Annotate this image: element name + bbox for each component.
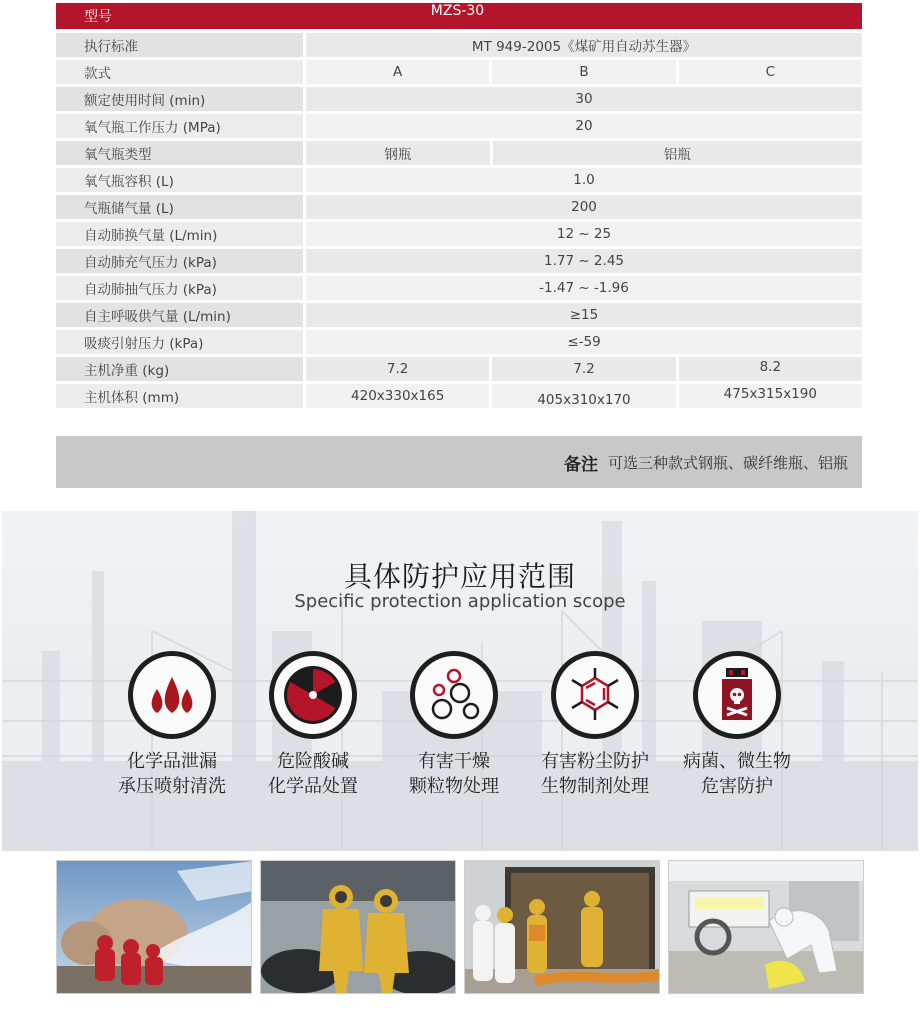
radiation-icon — [269, 651, 357, 739]
molecule-icon — [551, 651, 639, 739]
row-label: 氧气瓶工作压力 (MPa) — [56, 114, 303, 138]
poison-bottle-icon — [693, 651, 781, 739]
model-label: 型号 — [84, 9, 112, 25]
scope-item-line2: 颗粒物处理 — [409, 776, 499, 797]
spec-header-row — [56, 3, 862, 29]
row-value: 钢瓶 — [306, 141, 490, 165]
scope-item — [662, 651, 812, 799]
table-row — [56, 195, 862, 219]
table-row — [56, 276, 862, 300]
table-row — [56, 141, 862, 165]
scope-item-line2: 化学品处置 — [268, 776, 358, 797]
row-label: 吸痰引射压力 (kPa) — [56, 330, 303, 354]
scope-item — [379, 651, 529, 799]
row-value: 1.0 — [306, 168, 862, 192]
table-row — [56, 87, 862, 111]
scope-item-line1: 危险酸碱 — [277, 751, 349, 772]
scope-item — [238, 651, 388, 799]
row-label: 氧气瓶类型 — [56, 141, 303, 165]
model-value: MZS-30 — [430, 3, 485, 19]
row-label: 氧气瓶容积 (L) — [56, 168, 303, 192]
photo-strip — [56, 860, 864, 994]
note-bar — [56, 436, 862, 488]
table-row — [56, 168, 862, 192]
scope-item-line2: 危害防护 — [701, 776, 773, 797]
photo-medical-waste-cleanup — [668, 860, 864, 994]
row-value: 30 — [306, 87, 862, 111]
row-label: 额定使用时间 (min) — [56, 87, 303, 111]
table-row — [56, 33, 862, 57]
spec-table — [56, 3, 862, 408]
row-value: 20 — [306, 114, 862, 138]
photo-firefighters-spraying — [56, 860, 252, 994]
row-value: 12 ~ 25 — [306, 222, 862, 246]
row-value: 405x310x170 — [492, 384, 675, 408]
row-value: B — [492, 60, 675, 84]
note-text: 可选三种款式钢瓶、碳纤维瓶、铝瓶 — [607, 453, 848, 472]
row-label: 自动肺抽气压力 (kPa) — [56, 276, 303, 300]
photo-hazmat-suits — [260, 860, 456, 994]
flame-drops-icon — [128, 651, 216, 739]
note-title: 备注 — [563, 454, 598, 475]
row-label: 主机体积 (mm) — [56, 384, 303, 408]
row-label: 款式 — [56, 60, 303, 84]
particles-icon — [410, 651, 498, 739]
table-row — [56, 384, 862, 408]
scope-item — [97, 651, 247, 799]
row-label: 自主呼吸供气量 (L/min) — [56, 303, 303, 327]
table-row — [56, 114, 862, 138]
table-row — [56, 303, 862, 327]
row-value: 1.77 ~ 2.45 — [306, 249, 862, 273]
scope-item-line2: 承压喷射清洗 — [118, 776, 226, 797]
scope-item-line2: 生物制剂处理 — [541, 776, 649, 797]
row-value: 420x330x165 — [306, 384, 489, 408]
table-row — [56, 330, 862, 354]
photo-container-decontamination — [464, 860, 660, 994]
row-value: A — [306, 60, 489, 84]
row-value: 铝瓶 — [493, 141, 862, 165]
application-scope-section — [2, 511, 918, 851]
row-value: ≤-59 — [306, 330, 862, 354]
row-value: ≥15 — [306, 303, 862, 327]
row-label: 主机净重 (kg) — [56, 357, 303, 381]
row-label: 自动肺换气量 (L/min) — [56, 222, 303, 246]
scope-item-line1: 有害干燥 — [418, 751, 490, 772]
scope-item — [520, 651, 670, 799]
scope-item-line1: 病菌、微生物 — [683, 751, 791, 772]
scope-item-line1: 化学品泄漏 — [127, 751, 217, 772]
row-value: 7.2 — [306, 357, 489, 381]
row-value: 7.2 — [492, 357, 675, 381]
row-value: 8.2 — [679, 357, 862, 381]
row-value: -1.47 ~ -1.96 — [306, 276, 862, 300]
scope-title: 具体防护应用范围 — [343, 560, 576, 593]
row-value: 200 — [306, 195, 862, 219]
row-value: C — [679, 60, 862, 84]
row-label: 自动肺充气压力 (kPa) — [56, 249, 303, 273]
row-label: 气瓶储气量 (L) — [56, 195, 303, 219]
table-row — [56, 60, 862, 84]
row-label: 执行标准 — [56, 33, 303, 57]
row-value: 475x315x190 — [679, 384, 862, 408]
scope-subtitle: Specific protection application scope — [294, 591, 626, 612]
table-row — [56, 222, 862, 246]
scope-item-line1: 有害粉尘防护 — [541, 751, 649, 772]
row-value: MT 949-2005《煤矿用自动苏生器》 — [306, 33, 862, 57]
table-row — [56, 357, 862, 381]
table-row — [56, 249, 862, 273]
